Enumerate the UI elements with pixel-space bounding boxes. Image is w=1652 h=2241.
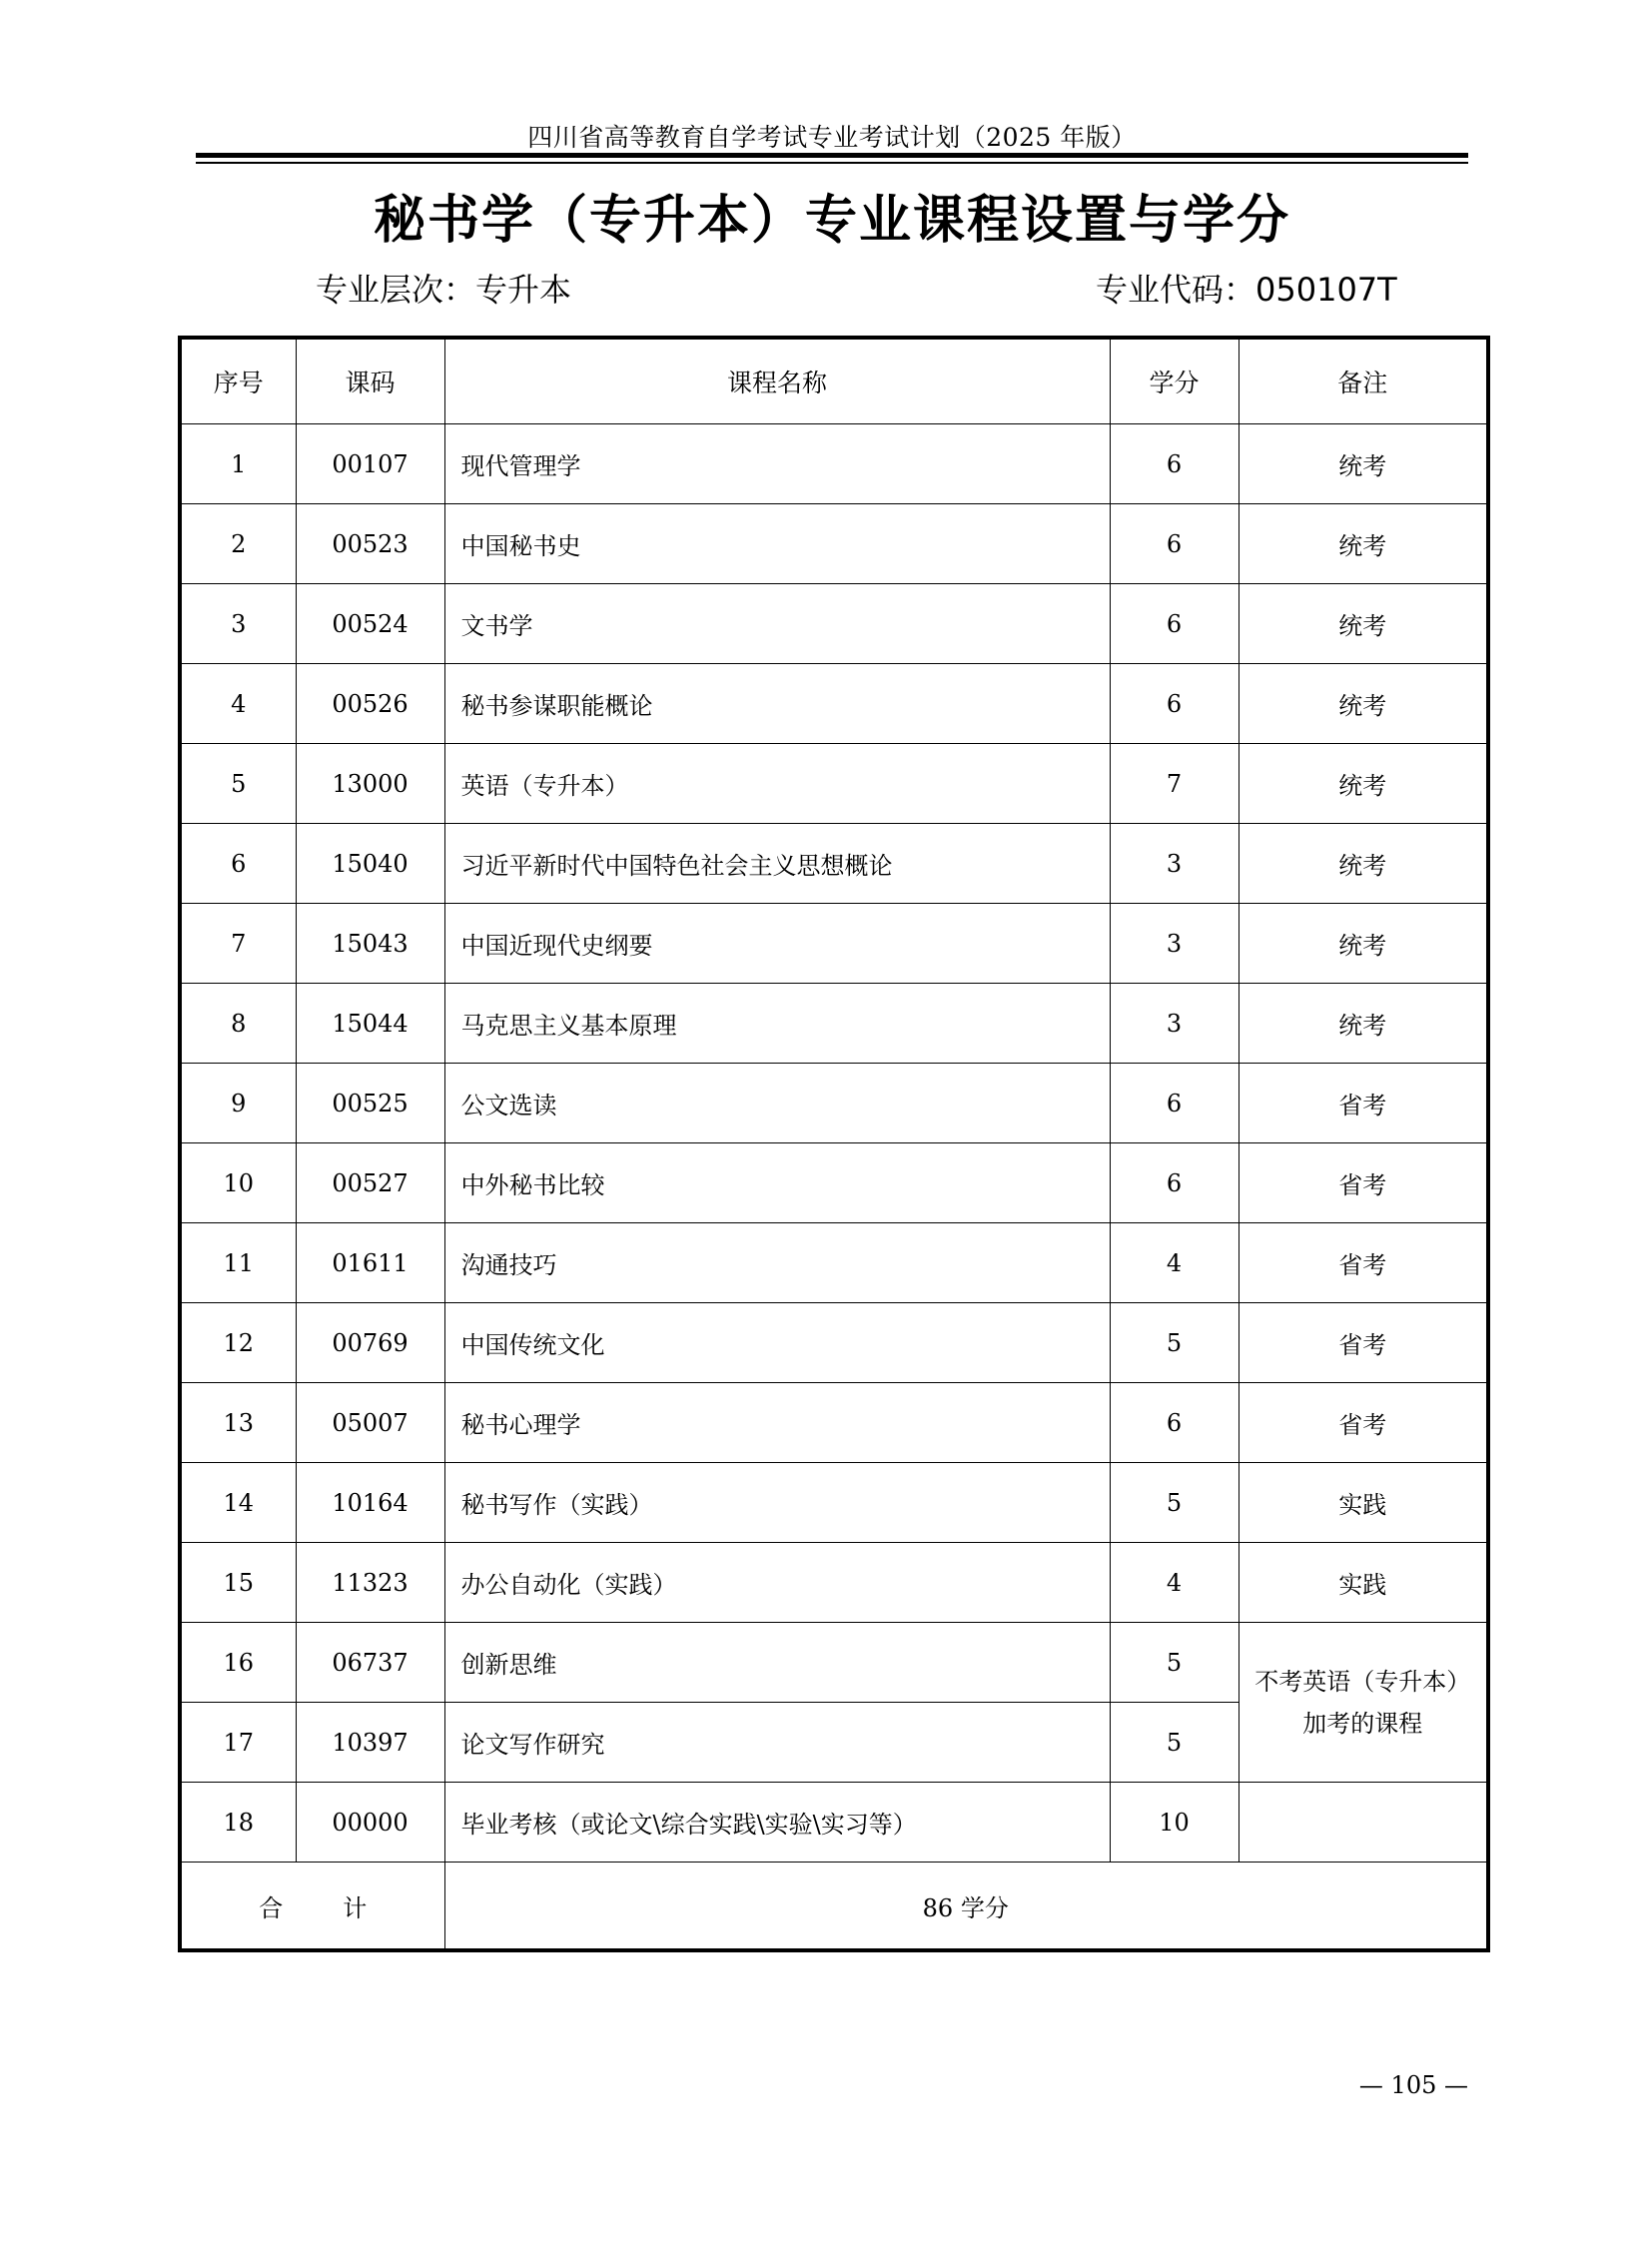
row-course-name: 习近平新时代中国特色社会主义思想概论	[444, 824, 1110, 904]
page-number: — 105 —	[1358, 2071, 1468, 2099]
row-course-name: 中国传统文化	[444, 1303, 1110, 1383]
row-note	[1239, 1783, 1488, 1863]
row-credit: 4	[1110, 1543, 1239, 1623]
row-note: 实践	[1239, 1463, 1488, 1543]
row-no: 11	[180, 1223, 296, 1303]
row-note: 统考	[1239, 504, 1488, 584]
row-note: 省考	[1239, 1143, 1488, 1223]
row-no: 5	[180, 744, 296, 824]
row-note: 统考	[1239, 984, 1488, 1064]
row-code: 11323	[296, 1543, 444, 1623]
row-course-name: 文书学	[444, 584, 1110, 664]
row-code: 10397	[296, 1703, 444, 1783]
table-row	[180, 1383, 1488, 1463]
row-course-name: 公文选读	[444, 1064, 1110, 1143]
table-row	[180, 1783, 1488, 1863]
table-row	[180, 1303, 1488, 1383]
row-credit: 10	[1110, 1783, 1239, 1863]
row-note: 统考	[1239, 904, 1488, 984]
row-course-name: 办公自动化（实践）	[444, 1543, 1110, 1623]
row-code: 13000	[296, 744, 444, 824]
row-credit: 5	[1110, 1623, 1239, 1703]
row-course-name: 现代管理学	[444, 424, 1110, 504]
row-no: 7	[180, 904, 296, 984]
row-note: 实践	[1239, 1543, 1488, 1623]
table-row	[180, 1143, 1488, 1223]
row-no: 9	[180, 1064, 296, 1143]
row-credit: 3	[1110, 824, 1239, 904]
header-rule-thick	[196, 153, 1468, 158]
major-code: 专业代码：050107T	[1096, 271, 1397, 309]
row-credit: 7	[1110, 744, 1239, 824]
row-no: 2	[180, 504, 296, 584]
row-no: 16	[180, 1623, 296, 1703]
table-row	[180, 984, 1488, 1064]
row-credit: 6	[1110, 1143, 1239, 1223]
row-code: 00107	[296, 424, 444, 504]
row-no: 1	[180, 424, 296, 504]
document-title: 秘书学（专升本）专业课程设置与学分	[373, 191, 1290, 251]
row-credit: 6	[1110, 504, 1239, 584]
row-no: 12	[180, 1303, 296, 1383]
row-note: 省考	[1239, 1303, 1488, 1383]
row-note: 省考	[1239, 1064, 1488, 1143]
row-credit: 5	[1110, 1303, 1239, 1383]
merged-note-line1: 不考英语（专升本）	[1254, 1667, 1471, 1696]
row-course-name: 英语（专升本）	[444, 744, 1110, 824]
row-code: 00769	[296, 1303, 444, 1383]
row-credit: 6	[1110, 1383, 1239, 1463]
total-row	[180, 1863, 1488, 1951]
major-level: 专业层次：专升本	[316, 271, 572, 309]
row-course-name: 秘书写作（实践）	[444, 1463, 1110, 1543]
header-rule-thin	[196, 162, 1468, 164]
row-code: 00526	[296, 664, 444, 744]
table-row	[180, 1543, 1488, 1623]
row-note: 统考	[1239, 584, 1488, 664]
row-code: 01611	[296, 1223, 444, 1303]
row-no: 14	[180, 1463, 296, 1543]
row-note-merged	[1239, 1623, 1488, 1783]
table-row	[180, 424, 1488, 504]
column-header-code: 课码	[296, 338, 444, 424]
total-label-cell	[180, 1863, 444, 1951]
row-no: 17	[180, 1703, 296, 1783]
total-label: 合计	[259, 1893, 427, 1922]
row-no: 13	[180, 1383, 296, 1463]
table-header-row	[180, 338, 1488, 424]
column-header-note: 备注	[1239, 338, 1488, 424]
row-no: 10	[180, 1143, 296, 1223]
running-header: 四川省高等教育自学考试专业考试计划（2025 年版）	[527, 123, 1137, 152]
row-no: 15	[180, 1543, 296, 1623]
row-course-name: 毕业考核（或论文\综合实践\实验\实习等）	[444, 1783, 1110, 1863]
row-course-name: 创新思维	[444, 1623, 1110, 1703]
row-credit: 6	[1110, 664, 1239, 744]
table-row	[180, 504, 1488, 584]
course-table	[178, 336, 1490, 1952]
row-no: 4	[180, 664, 296, 744]
row-no: 6	[180, 824, 296, 904]
row-course-name: 中国近现代史纲要	[444, 904, 1110, 984]
row-code: 00000	[296, 1783, 444, 1863]
merged-note-line2: 加考的课程	[1302, 1709, 1423, 1738]
row-credit: 6	[1110, 424, 1239, 504]
table-row	[180, 664, 1488, 744]
table-row	[180, 904, 1488, 984]
table-row	[180, 1463, 1488, 1543]
table-row	[180, 1623, 1488, 1703]
row-course-name: 论文写作研究	[444, 1703, 1110, 1783]
row-no: 18	[180, 1783, 296, 1863]
row-code: 15044	[296, 984, 444, 1064]
row-course-name: 中国秘书史	[444, 504, 1110, 584]
row-course-name: 秘书参谋职能概论	[444, 664, 1110, 744]
row-credit: 5	[1110, 1463, 1239, 1543]
row-course-name: 马克思主义基本原理	[444, 984, 1110, 1064]
row-code: 05007	[296, 1383, 444, 1463]
column-header-name: 课程名称	[444, 338, 1110, 424]
table-row	[180, 1223, 1488, 1303]
row-code: 06737	[296, 1623, 444, 1703]
row-no: 8	[180, 984, 296, 1064]
row-note: 省考	[1239, 1383, 1488, 1463]
row-course-name: 秘书心理学	[444, 1383, 1110, 1463]
row-code: 15043	[296, 904, 444, 984]
row-code: 00527	[296, 1143, 444, 1223]
row-note: 统考	[1239, 664, 1488, 744]
row-credit: 6	[1110, 584, 1239, 664]
row-code: 10164	[296, 1463, 444, 1543]
row-note: 统考	[1239, 424, 1488, 504]
row-course-name: 沟通技巧	[444, 1223, 1110, 1303]
row-note: 统考	[1239, 744, 1488, 824]
row-credit: 6	[1110, 1064, 1239, 1143]
row-code: 00525	[296, 1064, 444, 1143]
total-value: 86 学分	[444, 1863, 1488, 1951]
row-credit: 4	[1110, 1223, 1239, 1303]
row-credit: 5	[1110, 1703, 1239, 1783]
table-row	[180, 744, 1488, 824]
row-note: 省考	[1239, 1223, 1488, 1303]
row-no: 3	[180, 584, 296, 664]
row-note: 统考	[1239, 824, 1488, 904]
row-credit: 3	[1110, 904, 1239, 984]
table-row	[180, 824, 1488, 904]
row-code: 00523	[296, 504, 444, 584]
row-course-name: 中外秘书比较	[444, 1143, 1110, 1223]
table-row	[180, 1064, 1488, 1143]
table-row	[180, 584, 1488, 664]
row-code: 15040	[296, 824, 444, 904]
row-credit: 3	[1110, 984, 1239, 1064]
column-header-credit: 学分	[1110, 338, 1239, 424]
row-code: 00524	[296, 584, 444, 664]
column-header-no: 序号	[180, 338, 296, 424]
